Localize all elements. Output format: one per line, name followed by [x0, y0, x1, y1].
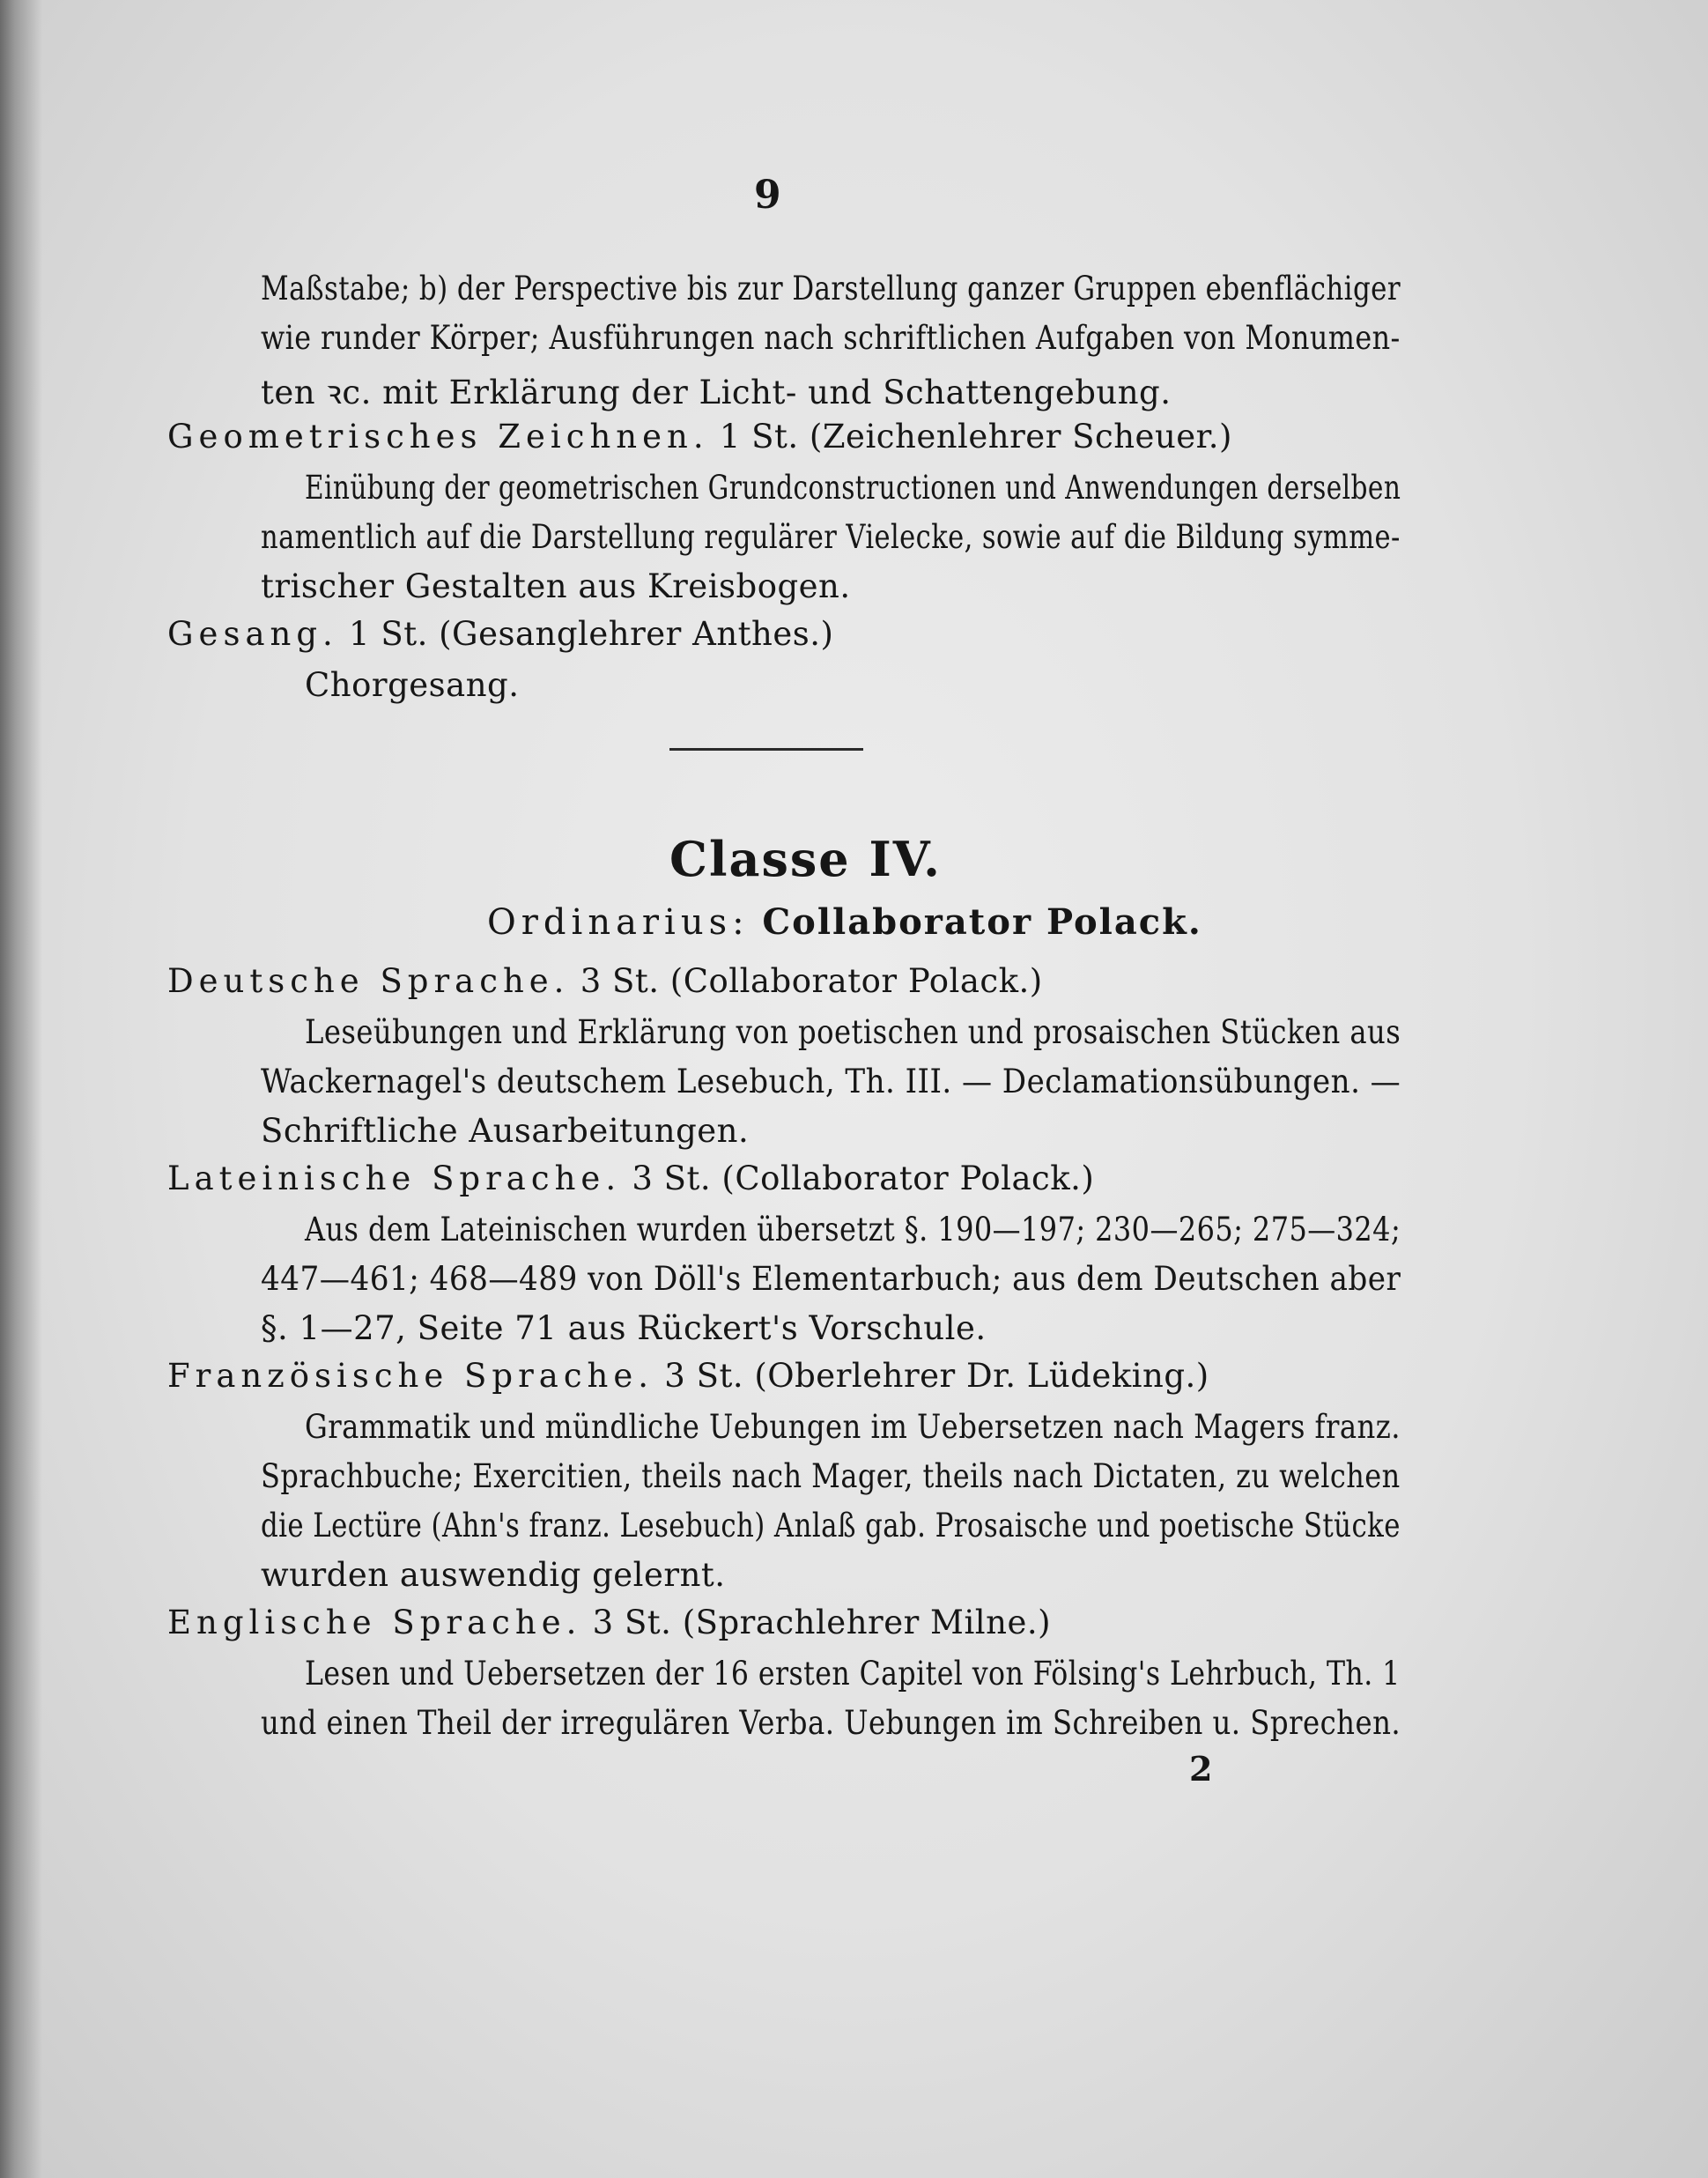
deutsch-line-2: Wackernagel's deutschem Lesebuch, Th. III. — Declamationsübungen. — [261, 1063, 1401, 1100]
classe-title: Classe IV. [669, 831, 942, 887]
geometrisches-line-2: namentlich auf die Darstellung regulärer Vielecke, sowie auf die Bildung symme- [261, 518, 1401, 556]
gesang-line-1: Chorgesang. [305, 666, 520, 704]
top-line-3: ten ꝛc. mit Erklärung der Licht- und Schattengebung. [261, 374, 1172, 411]
englisch-line-2: und einen Theil der irregulären Verba. Uebungen im Schreiben u. Sprechen. [261, 1704, 1401, 1742]
ordinarius-label: Ordinarius: [487, 902, 750, 943]
latein-line-3: §. 1—27, Seite 71 aus Rückert's Vorschule. [261, 1309, 987, 1347]
englisch-heading-line [167, 1604, 1051, 1641]
section-teacher: (Collaborator Polack.) [669, 962, 1043, 1000]
geometrisches-line-1: Einübung der geometrischen Grundconstructionen und Anwendungen derselben [305, 469, 1401, 507]
gesang-heading-line [167, 615, 833, 653]
section-teacher: (Sprachlehrer Milne.) [682, 1604, 1052, 1641]
ordinarius-name: Collaborator Polack. [762, 901, 1202, 943]
top-line-1: Maßstabe; b) der Perspective bis zur Darstellung ganzer Gruppen ebenflächiger [261, 270, 1401, 307]
page-number: 9 [754, 173, 781, 218]
franzoesisch-line-2: Sprachbuche; Exercitien, theils nach Mager, theils nach Dictaten, zu welchen [261, 1457, 1401, 1495]
franzoesisch-heading-line [167, 1357, 1209, 1395]
section-hours: 1 St. [349, 615, 428, 653]
section-heading: Gesang. [167, 615, 338, 653]
top-line-2: wie runder Körper; Ausführungen nach schriftlichen Aufgaben von Monumen- [261, 319, 1401, 357]
section-teacher: (Oberlehrer Dr. Lüdeking.) [754, 1357, 1209, 1395]
section-hours: 3 St. [632, 1159, 712, 1197]
section-hours: 3 St. [592, 1604, 672, 1641]
englisch-line-1: Lesen und Uebersetzen der 16 ersten Capitel von Fölsing's Lehrbuch, Th. 1 [305, 1655, 1401, 1693]
geometrisches-heading-line [167, 418, 1232, 456]
section-heading: Englische Sprache. [167, 1604, 582, 1641]
section-heading: Lateinische Sprache. [167, 1159, 622, 1197]
latein-line-1: Aus dem Lateinischen wurden übersetzt §. 190—197; 230—265; 275—324; [305, 1211, 1401, 1248]
section-heading: Deutsche Sprache. [167, 962, 570, 1000]
franzoesisch-line-3: die Lectüre (Ahn's franz. Lesebuch) Anlaß gab. Prosaische und poetische Stücke [261, 1507, 1401, 1545]
section-heading: Französische Sprache. [167, 1357, 654, 1395]
section-teacher: (Collaborator Polack.) [721, 1159, 1095, 1197]
section-teacher: (Zeichenlehrer Scheuer.) [809, 418, 1232, 456]
ordinarius-line [487, 901, 1202, 943]
deutsch-line-3: Schriftliche Ausarbeitungen. [261, 1112, 750, 1150]
franzoesisch-line-1: Grammatik und mündliche Uebungen im Uebersetzen nach Magers franz. [305, 1408, 1401, 1446]
section-hours: 1 St. [719, 418, 799, 456]
deutsch-line-1: Leseübungen und Erklärung von poetischen und prosaischen Stücken aus [305, 1013, 1401, 1051]
strikethrough-mark [669, 748, 863, 751]
section-hours: 3 St. [664, 1357, 744, 1395]
binding-shadow [0, 0, 42, 2178]
deutsch-heading-line [167, 962, 1043, 1000]
section-teacher: (Gesanglehrer Anthes.) [439, 615, 834, 653]
latein-heading-line [167, 1159, 1094, 1197]
geometrisches-line-3: trischer Gestalten aus Kreisbogen. [261, 567, 851, 605]
section-hours: 3 St. [580, 962, 660, 1000]
franzoesisch-line-4: wurden auswendig gelernt. [261, 1556, 726, 1594]
sheet-signature: 2 [1189, 1749, 1213, 1789]
section-heading: Geometrisches Zeichnen. [167, 418, 709, 456]
latein-line-2: 447—461; 468—489 von Döll's Elementarbuch; aus dem Deutschen aber [261, 1260, 1401, 1298]
